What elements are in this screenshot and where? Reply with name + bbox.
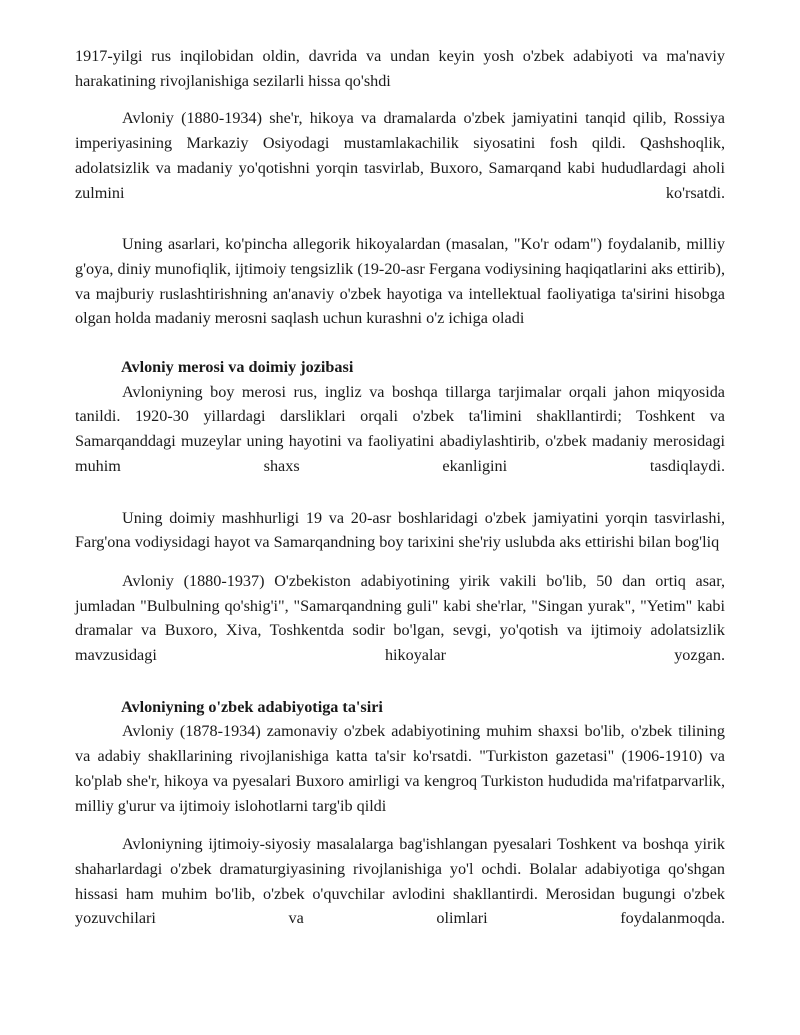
document-page — [75, 44, 725, 931]
paragraph-legacy: Avloniyning boy merosi rus, ingliz va boshqa tillarga tarjimalar orqali jahon miqyosida tanildi. 1920-30 yillardagi darsliklari orqali o'zbek ta'limini shakllantirdi; Toshkent va Samarqanddagi muzeylar uning hayotini va faoliyatini abadiylashtirib, o'zbek madaniy merosidagi muhim shaxs ekanligini tasdiqlaydi. — [75, 382, 725, 475]
paragraph-critique: Avloniy (1880-1934) she'r, hikoya va dramalarda o'zbek jamiyatini tanqid qilib, Rossiya imperiyasining Markaziy Osiyodagi mustamlakachilik siyosatini fosh qildi. Qashshoqlik, adolatsizlik va madaniy yo'qotishni yorqin tasvirlab, Buxoro, Samarqand kabi hududlardagi aholi zulmini ko'rsatdi. — [75, 109, 725, 202]
paragraph-intro: 1917-yilgi rus inqilobidan oldin, davrida va undan keyin yosh o'zbek adabiyoti va ma'naviy harakatining rivojlanishiga sezilarli hissa qo'shdi — [75, 47, 725, 90]
paragraph-works: Uning asarlari, ko'pincha allegorik hikoyalardan (masalan, "Ko'r odam") foydalanib, milliy g'oya, diniy munofiqlik, ijtimoiy tengsizlik (19-20-asr Fergana vodiysining haqiqatlarini aks ettirib), va majburiy ruslashtirishning an'anaviy o'zbek hayotiga va intellektual faoliyatiga ta'sirini hisobga olgan holda madaniy merosni saqlash uchun kurashni o'z ichiga oladi — [75, 235, 725, 328]
paragraph-influence: Avloniy (1878-1934) zamonaviy o'zbek adabiyotining muhim shaxsi bo'lib, o'zbek tilining va adabiy shakllarining rivojlanishiga katta ta'sir ko'rsatdi. "Turkiston gazetasi" (1906-1910) va ko'plab she'r, hikoya va pyesalari Buxoro amirligi va kengroq Turkiston hududida ma'rifatparvarlik, milliy g'urur va ijtimoiy islohotlarni targ'ib qildi — [75, 722, 725, 815]
paragraph-works-list: Avloniy (1880-1937) O'zbekiston adabiyotining yirik vakili bo'lib, 50 dan ortiq asar, jumladan "Bulbulning qo'shig'i", "Samarqandning guli" kabi she'rlar, "Singan yurak", "Yetim" kabi dramalar va Buxoro, Xiva, Toshkentda sodir bo'lgan, sevgi, yo'qotish va ijtimoiy adolatsizlik mavzusidagi hikoyalar yozgan. — [75, 571, 725, 665]
section-heading-legacy: Avloniy merosi va doimiy jozibasi — [121, 358, 354, 377]
paragraph-popularity: Uning doimiy mashhurligi 19 va 20-asr boshlaridagi o'zbek jamiyatini yorqin tasvirlashi, Farg'ona vodiysidagi hayot va Samarqandning boy tarixini she'riy uslubda aks ettirishi bilan bog'liq — [75, 508, 725, 552]
paragraph-drama: Avloniyning ijtimoiy-siyosiy masalalarga bag'ishlangan pyesalari Toshkent va boshqa yirik shaharlardagi o'zbek dramaturgiyasining rivojlanishiga yo'l ochdi. Bolalar adabiyotiga qo'shgan hissasi ham muhim bo'lib, o'zbek o'quvchilar avlodini shakllantirdi. Merosidan bugungi o'zbek yozuvchilari va olimlari foydalanmoqda. — [75, 835, 725, 928]
section-heading-influence: Avloniyning o'zbek adabiyotiga ta'siri — [121, 697, 383, 716]
